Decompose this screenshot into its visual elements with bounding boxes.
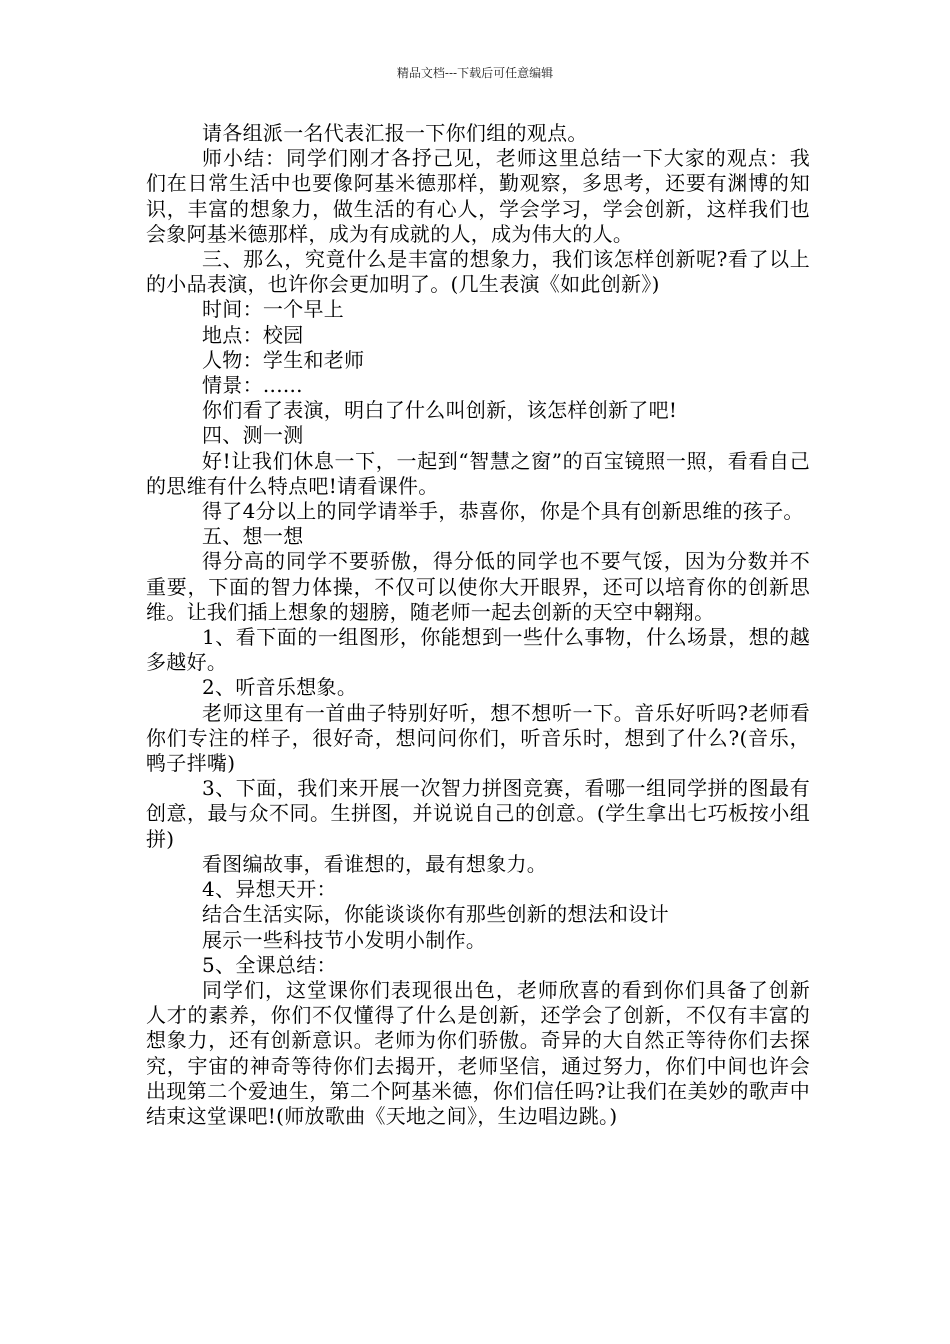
paragraph-story: 看图编故事，看谁想的，最有想象力。 (202, 851, 548, 876)
paragraph-high-score: 得分高的同学不要骄傲，得分低的同学也不要气馁，因为分数并不重要，下面的智力体操，不仅可以使你大开眼界，还可以培育你的创新思维。让我们插上想象的翅膀，随老师一起去创新的天空中翱翔。 (146, 549, 810, 624)
paragraph-scene: 情景：...... (202, 373, 303, 398)
paragraph-item-one: 1、看下面的一组图形，你能想到一些什么事物，什么场景，想的越多越好。 (146, 625, 810, 675)
paragraph-place: 地点：校园 (202, 322, 304, 347)
heading-section-four: 四、测一测 (202, 423, 304, 448)
paragraph-show-inventions: 展示一些科技节小发明小制作。 (202, 927, 487, 952)
paragraph-after-performance: 你们看了表演，明白了什么叫创新，该怎样创新了吧! (202, 398, 678, 423)
paragraph-section-three: 三、那么，究竟什么是丰富的想象力，我们该怎样创新呢?看了以上的小品表演，也许你会更加明了。(几生表演《如此创新》) (146, 247, 810, 297)
paragraph-score-four: 得了4分以上的同学请举手，恭喜你，你是个具有创新思维的孩子。 (202, 499, 804, 524)
paragraph-closing: 同学们，这堂课你们表现很出色，老师欣喜的看到你们具备了创新人才的素养，你们不仅懂得了什么是创新，还学会了创新，不仅有丰富的想象力，还有创新意识。老师为你们骄傲。奇异的大自然正等待你们去探究，宇宙的神奇等待你们去揭开，老师坚信，通过努力，你们中间也许会出现第二个爱迪生，第二个阿基米德，你们信任吗?让我们在美妙的歌声中结束这堂课吧!(师放歌曲《天地之间》，生边唱边跳。) (146, 977, 810, 1128)
paragraph-item-three: 3、下面，我们来开展一次智力拼图竞赛，看哪一组同学拼的图最有创意，最与众不同。生拼图，并说说自己的创意。(学生拿出七巧板按小组拼) (146, 776, 810, 851)
paragraph-characters: 人物：学生和老师 (202, 347, 365, 372)
paragraph-teacher-summary: 师小结：同学们刚才各抒己见，老师这里总结一下大家的观点：我们在日常生活中也要像阿基米德那样，勤观察，多思考，还要有渊博的知识，丰富的想象力，做生活的有心人，学会学习，学会创新，这样我们也会象阿基米德那样，成为有成就的人，成为伟大的人。 (146, 146, 810, 246)
paragraph-item-two: 2、听音乐想象。 (202, 675, 358, 700)
page-header: 精品文档---下载后可任意编辑 (396, 66, 554, 80)
heading-section-five: 五、想一想 (202, 524, 304, 549)
document-body (146, 121, 810, 1129)
paragraph-item-four: 4、异想天开： (202, 877, 337, 902)
paragraph-real-life: 结合生活实际，你能谈谈你有那些创新的想法和设计 (202, 902, 669, 927)
paragraph-time: 时间：一个早上 (202, 297, 345, 322)
paragraph-item-five: 5、全课总结： (202, 952, 337, 977)
paragraph-music: 老师这里有一首曲子特别好听，想不想听一下。音乐好听吗?老师看你们专注的样子，很好奇，想问问你们，听音乐时，想到了什么?(音乐，鸭子拌嘴) (146, 700, 810, 776)
paragraph-wisdom-window: 好!让我们休息一下，一起到“智慧之窗”的百宝镜照一照，看看自己的思维有什么特点吧!请看课件。 (146, 448, 810, 498)
paragraph-report-request: 请各组派一名代表汇报一下你们组的观点。 (202, 121, 588, 145)
